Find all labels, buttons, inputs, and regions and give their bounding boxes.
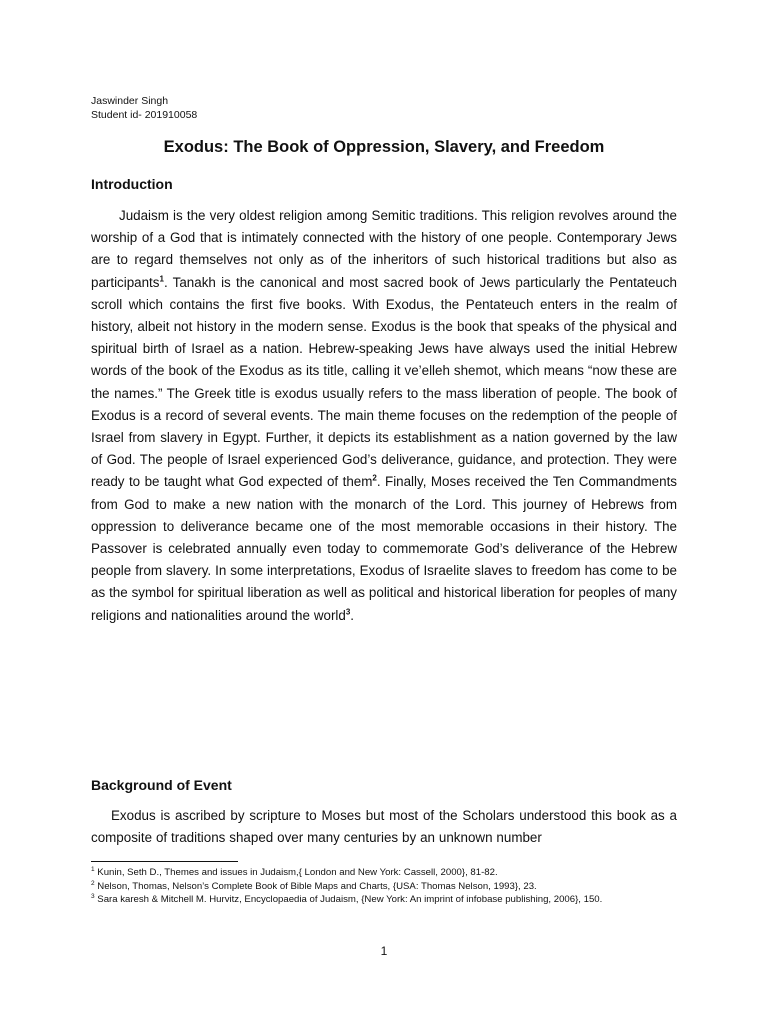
author-name: Jaswinder Singh <box>91 95 169 107</box>
student-id: Student id- 201910058 <box>91 109 198 121</box>
document-page <box>91 0 677 1024</box>
footnote-marker: 3 <box>91 892 95 900</box>
background-paragraph: Exodus is ascribed by scripture to Moses but most of the Scholars understood this book as a composite of traditions shaped over many centuries by an unknown number <box>91 808 677 846</box>
footnote-ref-1[interactable]: 1 <box>159 274 164 284</box>
footnote-ref-2[interactable]: 2 <box>372 473 377 483</box>
section-heading-introduction: Introduction <box>91 176 173 192</box>
introduction-paragraph <box>91 205 677 627</box>
footnote-separator <box>91 861 238 862</box>
intro-text-part-2: . Tanakh is the canonical and most sacred book of Jews particularly the Pentateuch scroll which contains the first five books. With Exodus, the Pentateuch enters in the realm of history, albeit not history in the modern sense. Exodus is the book that speaks of the physical and spiritual birth of Israel as a nation. Hebrew-speaking Jews have always used the initial Hebrew words of the book of the Exodus as its title, calling it ve’elleh shemot, which means “now these are the names.” The Greek title is exodus usually refers to the mass liberation of people. The book of Exodus is a record of several events. The main theme focuses on the redemption of the people of Israel from slavery in Egypt. Further, it depicts its establishment as a nation governed by the law of God. The people of Israel experienced God’s deliverance, guidance, and protection. They were ready to be taught what God expected of them <box>91 274 677 490</box>
footnote-item <box>91 893 677 907</box>
footnote-text: Kunin, Seth D., Themes and issues in Judaism,{ London and New York: Cassell, 2000}, 81-82. <box>94 867 498 878</box>
footnote-ref-3[interactable]: 3 <box>345 607 351 617</box>
footnote-item <box>91 880 677 894</box>
footnote-text: Sara karesh & Mitchell M. Hurvitz, Encyclopaedia of Judaism, {New York: An imprint of infobase publishing, 2006}, 150. <box>94 894 603 905</box>
footnote-text: Nelson, Thomas, Nelson’s Complete Book of Bible Maps and Charts, {USA: Thomas Nelson, 1993}, 23. <box>94 880 537 892</box>
page-number: 1 <box>380 944 388 958</box>
footnote-item <box>91 866 677 880</box>
author-block <box>91 94 197 122</box>
document-title: Exodus: The Book of Oppression, Slavery, and Freedom <box>163 138 605 156</box>
footnote-marker: 1 <box>91 865 95 873</box>
intro-text-part-1: Judaism is the very oldest religion among Semitic traditions. This religion revolves around the worship of a God that is intimately connected with the history of one people. Contemporary Jews are to regard themselves not only as of the inheritors of such historical traditions but also as participants <box>91 208 677 290</box>
footnote-marker: 2 <box>91 879 95 887</box>
intro-text-part-3: . Finally, Moses received the Ten Commandments from God to make a new nation with the monarch of the Lord. This journey of Hebrews from oppression to deliverance became one of the most memorable occasions in their history. The Passover is celebrated annually even today to commemorate God’s deliverance of the Hebrew people from slavery. In some interpretations, Exodus of Israelite slaves to freedom has come to be as the symbol for spiritual liberation as well as political and historical liberation for peoples of many religions and nationalities around the world <box>91 474 677 623</box>
section-heading-background: Background of Event <box>91 777 232 793</box>
intro-text-part-4: . <box>350 607 355 623</box>
footnotes-list <box>91 866 677 907</box>
